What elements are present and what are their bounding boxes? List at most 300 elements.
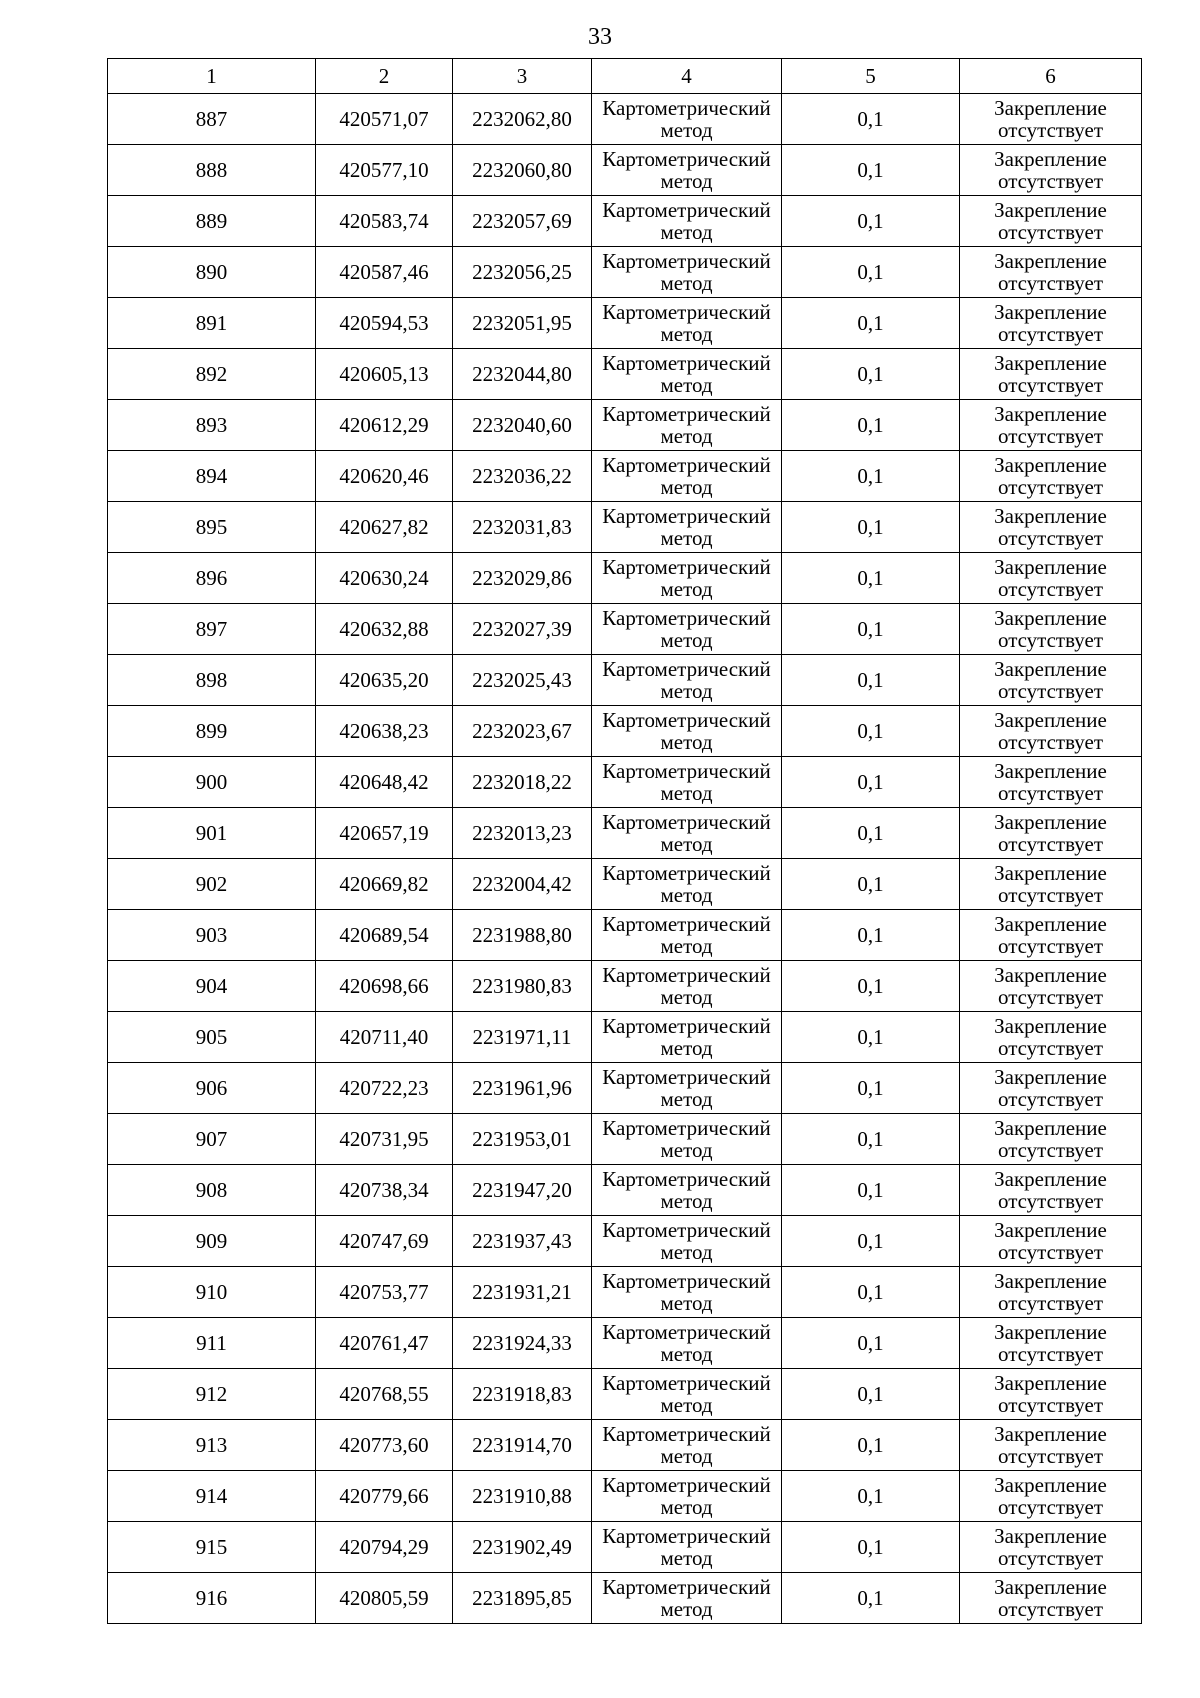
- method-line-2: метод: [660, 985, 713, 1009]
- method-line-2: метод: [660, 322, 713, 346]
- accuracy-cell: 0,1: [782, 298, 960, 349]
- fixation-line-1: Закрепление: [994, 351, 1107, 375]
- fixation-cell: [960, 1012, 1142, 1063]
- point-number-cell: 915: [108, 1522, 316, 1573]
- point-number-cell: 892: [108, 349, 316, 400]
- x-coordinate-cell: 420761,47: [316, 1318, 453, 1369]
- column-header-2: 2: [316, 59, 453, 94]
- x-coordinate-cell: 420698,66: [316, 961, 453, 1012]
- page-number: 33: [588, 24, 612, 50]
- x-coordinate-cell: 420594,53: [316, 298, 453, 349]
- method-line-2: метод: [660, 169, 713, 193]
- fixation-cell: [960, 145, 1142, 196]
- method-line-2: метод: [660, 1546, 713, 1570]
- method-line-1: Картометрический: [602, 1524, 771, 1548]
- fixation-line-1: Закрепление: [994, 300, 1107, 324]
- point-number-cell: 905: [108, 1012, 316, 1063]
- point-number-cell: 913: [108, 1420, 316, 1471]
- point-number-cell: 910: [108, 1267, 316, 1318]
- accuracy-cell: 0,1: [782, 1471, 960, 1522]
- method-cell: [592, 859, 782, 910]
- y-coordinate-cell: 2232060,80: [453, 145, 592, 196]
- point-number-cell: 895: [108, 502, 316, 553]
- fixation-line-2: отсутствует: [997, 1495, 1104, 1519]
- point-number-cell: 890: [108, 247, 316, 298]
- fixation-cell: [960, 298, 1142, 349]
- fixation-line-1: Закрепление: [994, 861, 1107, 885]
- accuracy-cell: 0,1: [782, 94, 960, 145]
- accuracy-cell: 0,1: [782, 1216, 960, 1267]
- x-coordinate-cell: 420587,46: [316, 247, 453, 298]
- method-line-1: Картометрический: [602, 96, 771, 120]
- accuracy-cell: 0,1: [782, 553, 960, 604]
- point-number-cell: 891: [108, 298, 316, 349]
- point-number-cell: 893: [108, 400, 316, 451]
- column-header-6: 6: [960, 59, 1142, 94]
- table-row: [108, 1012, 1142, 1063]
- point-number-cell: 916: [108, 1573, 316, 1624]
- method-line-1: Картометрический: [602, 300, 771, 324]
- accuracy-cell: 0,1: [782, 1012, 960, 1063]
- method-cell: [592, 502, 782, 553]
- fixation-line-1: Закрепление: [994, 1218, 1107, 1242]
- x-coordinate-cell: 420632,88: [316, 604, 453, 655]
- method-line-2: метод: [660, 1240, 713, 1264]
- fixation-cell: [960, 706, 1142, 757]
- point-number-cell: 909: [108, 1216, 316, 1267]
- fixation-line-1: Закрепление: [994, 1065, 1107, 1089]
- method-line-1: Картометрический: [602, 912, 771, 936]
- fixation-line-2: отсутствует: [997, 1597, 1104, 1621]
- fixation-cell: [960, 1114, 1142, 1165]
- x-coordinate-cell: 420779,66: [316, 1471, 453, 1522]
- fixation-cell: [960, 247, 1142, 298]
- table-row: [108, 757, 1142, 808]
- fixation-line-2: отсутствует: [997, 526, 1104, 550]
- method-line-1: Картометрический: [602, 249, 771, 273]
- method-line-1: Картометрический: [602, 1371, 771, 1395]
- fixation-line-2: отсутствует: [997, 118, 1104, 142]
- fixation-cell: [960, 604, 1142, 655]
- fixation-cell: [960, 910, 1142, 961]
- method-cell: [592, 1471, 782, 1522]
- x-coordinate-cell: 420731,95: [316, 1114, 453, 1165]
- method-line-2: метод: [660, 934, 713, 958]
- accuracy-cell: 0,1: [782, 757, 960, 808]
- point-number-cell: 888: [108, 145, 316, 196]
- y-coordinate-cell: 2231947,20: [453, 1165, 592, 1216]
- point-number-cell: 894: [108, 451, 316, 502]
- table-row: [108, 706, 1142, 757]
- method-cell: [592, 961, 782, 1012]
- fixation-line-2: отсутствует: [997, 271, 1104, 295]
- method-line-2: метод: [660, 1138, 713, 1162]
- y-coordinate-cell: 2231980,83: [453, 961, 592, 1012]
- method-cell: [592, 1369, 782, 1420]
- table-row: [108, 349, 1142, 400]
- y-coordinate-cell: 2231961,96: [453, 1063, 592, 1114]
- method-line-1: Картометрический: [602, 1269, 771, 1293]
- fixation-line-2: отсутствует: [997, 730, 1104, 754]
- accuracy-cell: 0,1: [782, 808, 960, 859]
- method-line-1: Картометрический: [602, 1065, 771, 1089]
- y-coordinate-cell: 2232056,25: [453, 247, 592, 298]
- method-line-2: метод: [660, 1597, 713, 1621]
- table-row: [108, 196, 1142, 247]
- method-line-1: Картометрический: [602, 810, 771, 834]
- y-coordinate-cell: 2232051,95: [453, 298, 592, 349]
- method-cell: [592, 145, 782, 196]
- x-coordinate-cell: 420689,54: [316, 910, 453, 961]
- accuracy-cell: 0,1: [782, 145, 960, 196]
- method-line-1: Картометрический: [602, 1218, 771, 1242]
- fixation-line-1: Закрепление: [994, 606, 1107, 630]
- method-line-2: метод: [660, 730, 713, 754]
- method-line-2: метод: [660, 1342, 713, 1366]
- fixation-cell: [960, 196, 1142, 247]
- method-cell: [592, 1318, 782, 1369]
- method-cell: [592, 1114, 782, 1165]
- method-line-2: метод: [660, 475, 713, 499]
- method-line-2: метод: [660, 628, 713, 652]
- accuracy-cell: 0,1: [782, 859, 960, 910]
- accuracy-cell: 0,1: [782, 910, 960, 961]
- fixation-line-1: Закрепление: [994, 1473, 1107, 1497]
- fixation-line-1: Закрепление: [994, 96, 1107, 120]
- y-coordinate-cell: 2232004,42: [453, 859, 592, 910]
- fixation-cell: [960, 1165, 1142, 1216]
- method-line-1: Картометрический: [602, 147, 771, 171]
- fixation-cell: [960, 502, 1142, 553]
- fixation-cell: [960, 655, 1142, 706]
- y-coordinate-cell: 2231902,49: [453, 1522, 592, 1573]
- method-line-2: метод: [660, 424, 713, 448]
- fixation-line-1: Закрепление: [994, 504, 1107, 528]
- point-number-cell: 902: [108, 859, 316, 910]
- x-coordinate-cell: 420605,13: [316, 349, 453, 400]
- method-cell: [592, 1573, 782, 1624]
- y-coordinate-cell: 2231924,33: [453, 1318, 592, 1369]
- y-coordinate-cell: 2231988,80: [453, 910, 592, 961]
- y-coordinate-cell: 2232027,39: [453, 604, 592, 655]
- table-row: [108, 1216, 1142, 1267]
- method-line-2: метод: [660, 526, 713, 550]
- method-line-2: метод: [660, 781, 713, 805]
- point-number-cell: 908: [108, 1165, 316, 1216]
- method-cell: [592, 196, 782, 247]
- method-line-2: метод: [660, 1036, 713, 1060]
- x-coordinate-cell: 420577,10: [316, 145, 453, 196]
- fixation-line-1: Закрепление: [994, 759, 1107, 783]
- x-coordinate-cell: 420571,07: [316, 94, 453, 145]
- table-row: [108, 1063, 1142, 1114]
- table-row: [108, 502, 1142, 553]
- point-number-cell: 901: [108, 808, 316, 859]
- fixation-cell: [960, 349, 1142, 400]
- fixation-cell: [960, 553, 1142, 604]
- method-line-1: Картометрический: [602, 453, 771, 477]
- fixation-cell: [960, 1369, 1142, 1420]
- point-number-cell: 896: [108, 553, 316, 604]
- column-header-3: 3: [453, 59, 592, 94]
- fixation-cell: [960, 1573, 1142, 1624]
- fixation-line-1: Закрепление: [994, 1116, 1107, 1140]
- x-coordinate-cell: 420635,20: [316, 655, 453, 706]
- accuracy-cell: 0,1: [782, 451, 960, 502]
- fixation-line-1: Закрепление: [994, 198, 1107, 222]
- method-cell: [592, 1165, 782, 1216]
- fixation-line-2: отсутствует: [997, 1189, 1104, 1213]
- method-cell: [592, 1063, 782, 1114]
- fixation-cell: [960, 1420, 1142, 1471]
- x-coordinate-cell: 420669,82: [316, 859, 453, 910]
- x-coordinate-cell: 420768,55: [316, 1369, 453, 1420]
- fixation-line-2: отсутствует: [997, 832, 1104, 856]
- method-cell: [592, 1522, 782, 1573]
- table-row: [108, 451, 1142, 502]
- fixation-line-2: отсутствует: [997, 1393, 1104, 1417]
- table-row: [108, 808, 1142, 859]
- y-coordinate-cell: 2231910,88: [453, 1471, 592, 1522]
- method-line-2: метод: [660, 1495, 713, 1519]
- y-coordinate-cell: 2232036,22: [453, 451, 592, 502]
- point-number-cell: 904: [108, 961, 316, 1012]
- y-coordinate-cell: 2232029,86: [453, 553, 592, 604]
- column-header-4: 4: [592, 59, 782, 94]
- fixation-cell: [960, 859, 1142, 910]
- point-number-cell: 906: [108, 1063, 316, 1114]
- fixation-cell: [960, 757, 1142, 808]
- fixation-cell: [960, 808, 1142, 859]
- fixation-line-1: Закрепление: [994, 1371, 1107, 1395]
- method-line-1: Картометрический: [602, 555, 771, 579]
- fixation-line-1: Закрепление: [994, 657, 1107, 681]
- fixation-line-1: Закрепление: [994, 555, 1107, 579]
- fixation-line-2: отсутствует: [997, 373, 1104, 397]
- method-line-1: Картометрический: [602, 861, 771, 885]
- method-cell: [592, 1267, 782, 1318]
- x-coordinate-cell: 420630,24: [316, 553, 453, 604]
- x-coordinate-cell: 420583,74: [316, 196, 453, 247]
- fixation-line-1: Закрепление: [994, 1014, 1107, 1038]
- fixation-cell: [960, 1267, 1142, 1318]
- method-line-2: метод: [660, 1444, 713, 1468]
- fixation-line-1: Закрепление: [994, 810, 1107, 834]
- method-cell: [592, 757, 782, 808]
- table-row: [108, 1165, 1142, 1216]
- column-header-1: 1: [108, 59, 316, 94]
- point-number-cell: 903: [108, 910, 316, 961]
- table-row: [108, 1318, 1142, 1369]
- fixation-line-1: Закрепление: [994, 1269, 1107, 1293]
- fixation-line-1: Закрепление: [994, 963, 1107, 987]
- method-line-1: Картометрический: [602, 504, 771, 528]
- accuracy-cell: 0,1: [782, 706, 960, 757]
- point-number-cell: 899: [108, 706, 316, 757]
- fixation-line-1: Закрепление: [994, 1167, 1107, 1191]
- fixation-line-1: Закрепление: [994, 1575, 1107, 1599]
- table-row: [108, 400, 1142, 451]
- y-coordinate-cell: 2232062,80: [453, 94, 592, 145]
- table-row: [108, 298, 1142, 349]
- column-header-5: 5: [782, 59, 960, 94]
- x-coordinate-cell: 420648,42: [316, 757, 453, 808]
- fixation-line-2: отсутствует: [997, 1546, 1104, 1570]
- method-line-1: Картометрический: [602, 1167, 771, 1191]
- fixation-line-1: Закрепление: [994, 1422, 1107, 1446]
- point-number-cell: 911: [108, 1318, 316, 1369]
- method-line-1: Картометрический: [602, 1014, 771, 1038]
- x-coordinate-cell: 420620,46: [316, 451, 453, 502]
- method-cell: [592, 553, 782, 604]
- fixation-line-2: отсутствует: [997, 424, 1104, 448]
- point-number-cell: 914: [108, 1471, 316, 1522]
- method-line-1: Картометрический: [602, 657, 771, 681]
- accuracy-cell: 0,1: [782, 1420, 960, 1471]
- fixation-line-2: отсутствует: [997, 169, 1104, 193]
- table-row: [108, 859, 1142, 910]
- fixation-line-2: отсутствует: [997, 1087, 1104, 1111]
- method-cell: [592, 604, 782, 655]
- y-coordinate-cell: 2231918,83: [453, 1369, 592, 1420]
- method-line-1: Картометрический: [602, 1575, 771, 1599]
- method-cell: [592, 910, 782, 961]
- y-coordinate-cell: 2232013,23: [453, 808, 592, 859]
- y-coordinate-cell: 2232018,22: [453, 757, 592, 808]
- method-line-2: метод: [660, 373, 713, 397]
- table-row: [108, 655, 1142, 706]
- fixation-line-2: отсутствует: [997, 934, 1104, 958]
- fixation-line-2: отсутствует: [997, 1036, 1104, 1060]
- accuracy-cell: 0,1: [782, 1573, 960, 1624]
- table-row: [108, 94, 1142, 145]
- fixation-cell: [960, 1522, 1142, 1573]
- x-coordinate-cell: 420612,29: [316, 400, 453, 451]
- accuracy-cell: 0,1: [782, 247, 960, 298]
- accuracy-cell: 0,1: [782, 1063, 960, 1114]
- method-line-1: Картометрический: [602, 351, 771, 375]
- x-coordinate-cell: 420805,59: [316, 1573, 453, 1624]
- method-cell: [592, 451, 782, 502]
- method-cell: [592, 298, 782, 349]
- fixation-line-1: Закрепление: [994, 912, 1107, 936]
- table-row: [108, 1267, 1142, 1318]
- method-line-1: Картометрический: [602, 1116, 771, 1140]
- method-line-2: метод: [660, 1291, 713, 1315]
- y-coordinate-cell: 2231931,21: [453, 1267, 592, 1318]
- point-number-cell: 887: [108, 94, 316, 145]
- method-line-1: Картометрический: [602, 402, 771, 426]
- coordinates-table: [107, 58, 1142, 1624]
- method-line-1: Картометрический: [602, 963, 771, 987]
- accuracy-cell: 0,1: [782, 1522, 960, 1573]
- method-line-2: метод: [660, 883, 713, 907]
- table-row: [108, 1114, 1142, 1165]
- y-coordinate-cell: 2231937,43: [453, 1216, 592, 1267]
- y-coordinate-cell: 2232023,67: [453, 706, 592, 757]
- y-coordinate-cell: 2231971,11: [453, 1012, 592, 1063]
- point-number-cell: 898: [108, 655, 316, 706]
- fixation-cell: [960, 94, 1142, 145]
- fixation-line-1: Закрепление: [994, 402, 1107, 426]
- method-line-1: Картометрический: [602, 759, 771, 783]
- fixation-cell: [960, 1216, 1142, 1267]
- method-line-2: метод: [660, 118, 713, 142]
- x-coordinate-cell: 420711,40: [316, 1012, 453, 1063]
- y-coordinate-cell: 2232044,80: [453, 349, 592, 400]
- method-cell: [592, 247, 782, 298]
- fixation-line-2: отсутствует: [997, 1444, 1104, 1468]
- y-coordinate-cell: 2232025,43: [453, 655, 592, 706]
- method-line-2: метод: [660, 577, 713, 601]
- point-number-cell: 897: [108, 604, 316, 655]
- accuracy-cell: 0,1: [782, 1318, 960, 1369]
- method-line-1: Картометрический: [602, 606, 771, 630]
- fixation-line-1: Закрепление: [994, 1524, 1107, 1548]
- method-cell: [592, 94, 782, 145]
- accuracy-cell: 0,1: [782, 604, 960, 655]
- method-line-2: метод: [660, 220, 713, 244]
- method-cell: [592, 349, 782, 400]
- y-coordinate-cell: 2231953,01: [453, 1114, 592, 1165]
- method-cell: [592, 1012, 782, 1063]
- fixation-line-2: отсутствует: [997, 475, 1104, 499]
- method-cell: [592, 706, 782, 757]
- fixation-line-2: отсутствует: [997, 679, 1104, 703]
- header-row: [108, 59, 1142, 94]
- fixation-line-1: Закрепление: [994, 453, 1107, 477]
- fixation-line-2: отсутствует: [997, 781, 1104, 805]
- fixation-line-2: отсутствует: [997, 1342, 1104, 1366]
- method-line-2: метод: [660, 1189, 713, 1213]
- method-line-2: метод: [660, 271, 713, 295]
- x-coordinate-cell: 420753,77: [316, 1267, 453, 1318]
- fixation-line-1: Закрепление: [994, 249, 1107, 273]
- x-coordinate-cell: 420794,29: [316, 1522, 453, 1573]
- accuracy-cell: 0,1: [782, 400, 960, 451]
- y-coordinate-cell: 2232057,69: [453, 196, 592, 247]
- method-line-2: метод: [660, 832, 713, 856]
- fixation-line-2: отсутствует: [997, 1291, 1104, 1315]
- accuracy-cell: 0,1: [782, 961, 960, 1012]
- accuracy-cell: 0,1: [782, 1165, 960, 1216]
- accuracy-cell: 0,1: [782, 502, 960, 553]
- point-number-cell: 912: [108, 1369, 316, 1420]
- fixation-line-2: отсутствует: [997, 220, 1104, 244]
- fixation-cell: [960, 1063, 1142, 1114]
- fixation-line-2: отсутствует: [997, 322, 1104, 346]
- accuracy-cell: 0,1: [782, 655, 960, 706]
- method-line-2: метод: [660, 1393, 713, 1417]
- table-row: [108, 1369, 1142, 1420]
- fixation-line-2: отсутствует: [997, 628, 1104, 652]
- table-row: [108, 910, 1142, 961]
- x-coordinate-cell: 420638,23: [316, 706, 453, 757]
- x-coordinate-cell: 420747,69: [316, 1216, 453, 1267]
- accuracy-cell: 0,1: [782, 1267, 960, 1318]
- point-number-cell: 907: [108, 1114, 316, 1165]
- method-cell: [592, 400, 782, 451]
- fixation-cell: [960, 451, 1142, 502]
- x-coordinate-cell: 420773,60: [316, 1420, 453, 1471]
- fixation-line-2: отсутствует: [997, 1240, 1104, 1264]
- method-cell: [592, 655, 782, 706]
- method-line-1: Картометрический: [602, 708, 771, 732]
- fixation-line-2: отсутствует: [997, 577, 1104, 601]
- y-coordinate-cell: 2232031,83: [453, 502, 592, 553]
- method-cell: [592, 1420, 782, 1471]
- table-body: [108, 94, 1142, 1624]
